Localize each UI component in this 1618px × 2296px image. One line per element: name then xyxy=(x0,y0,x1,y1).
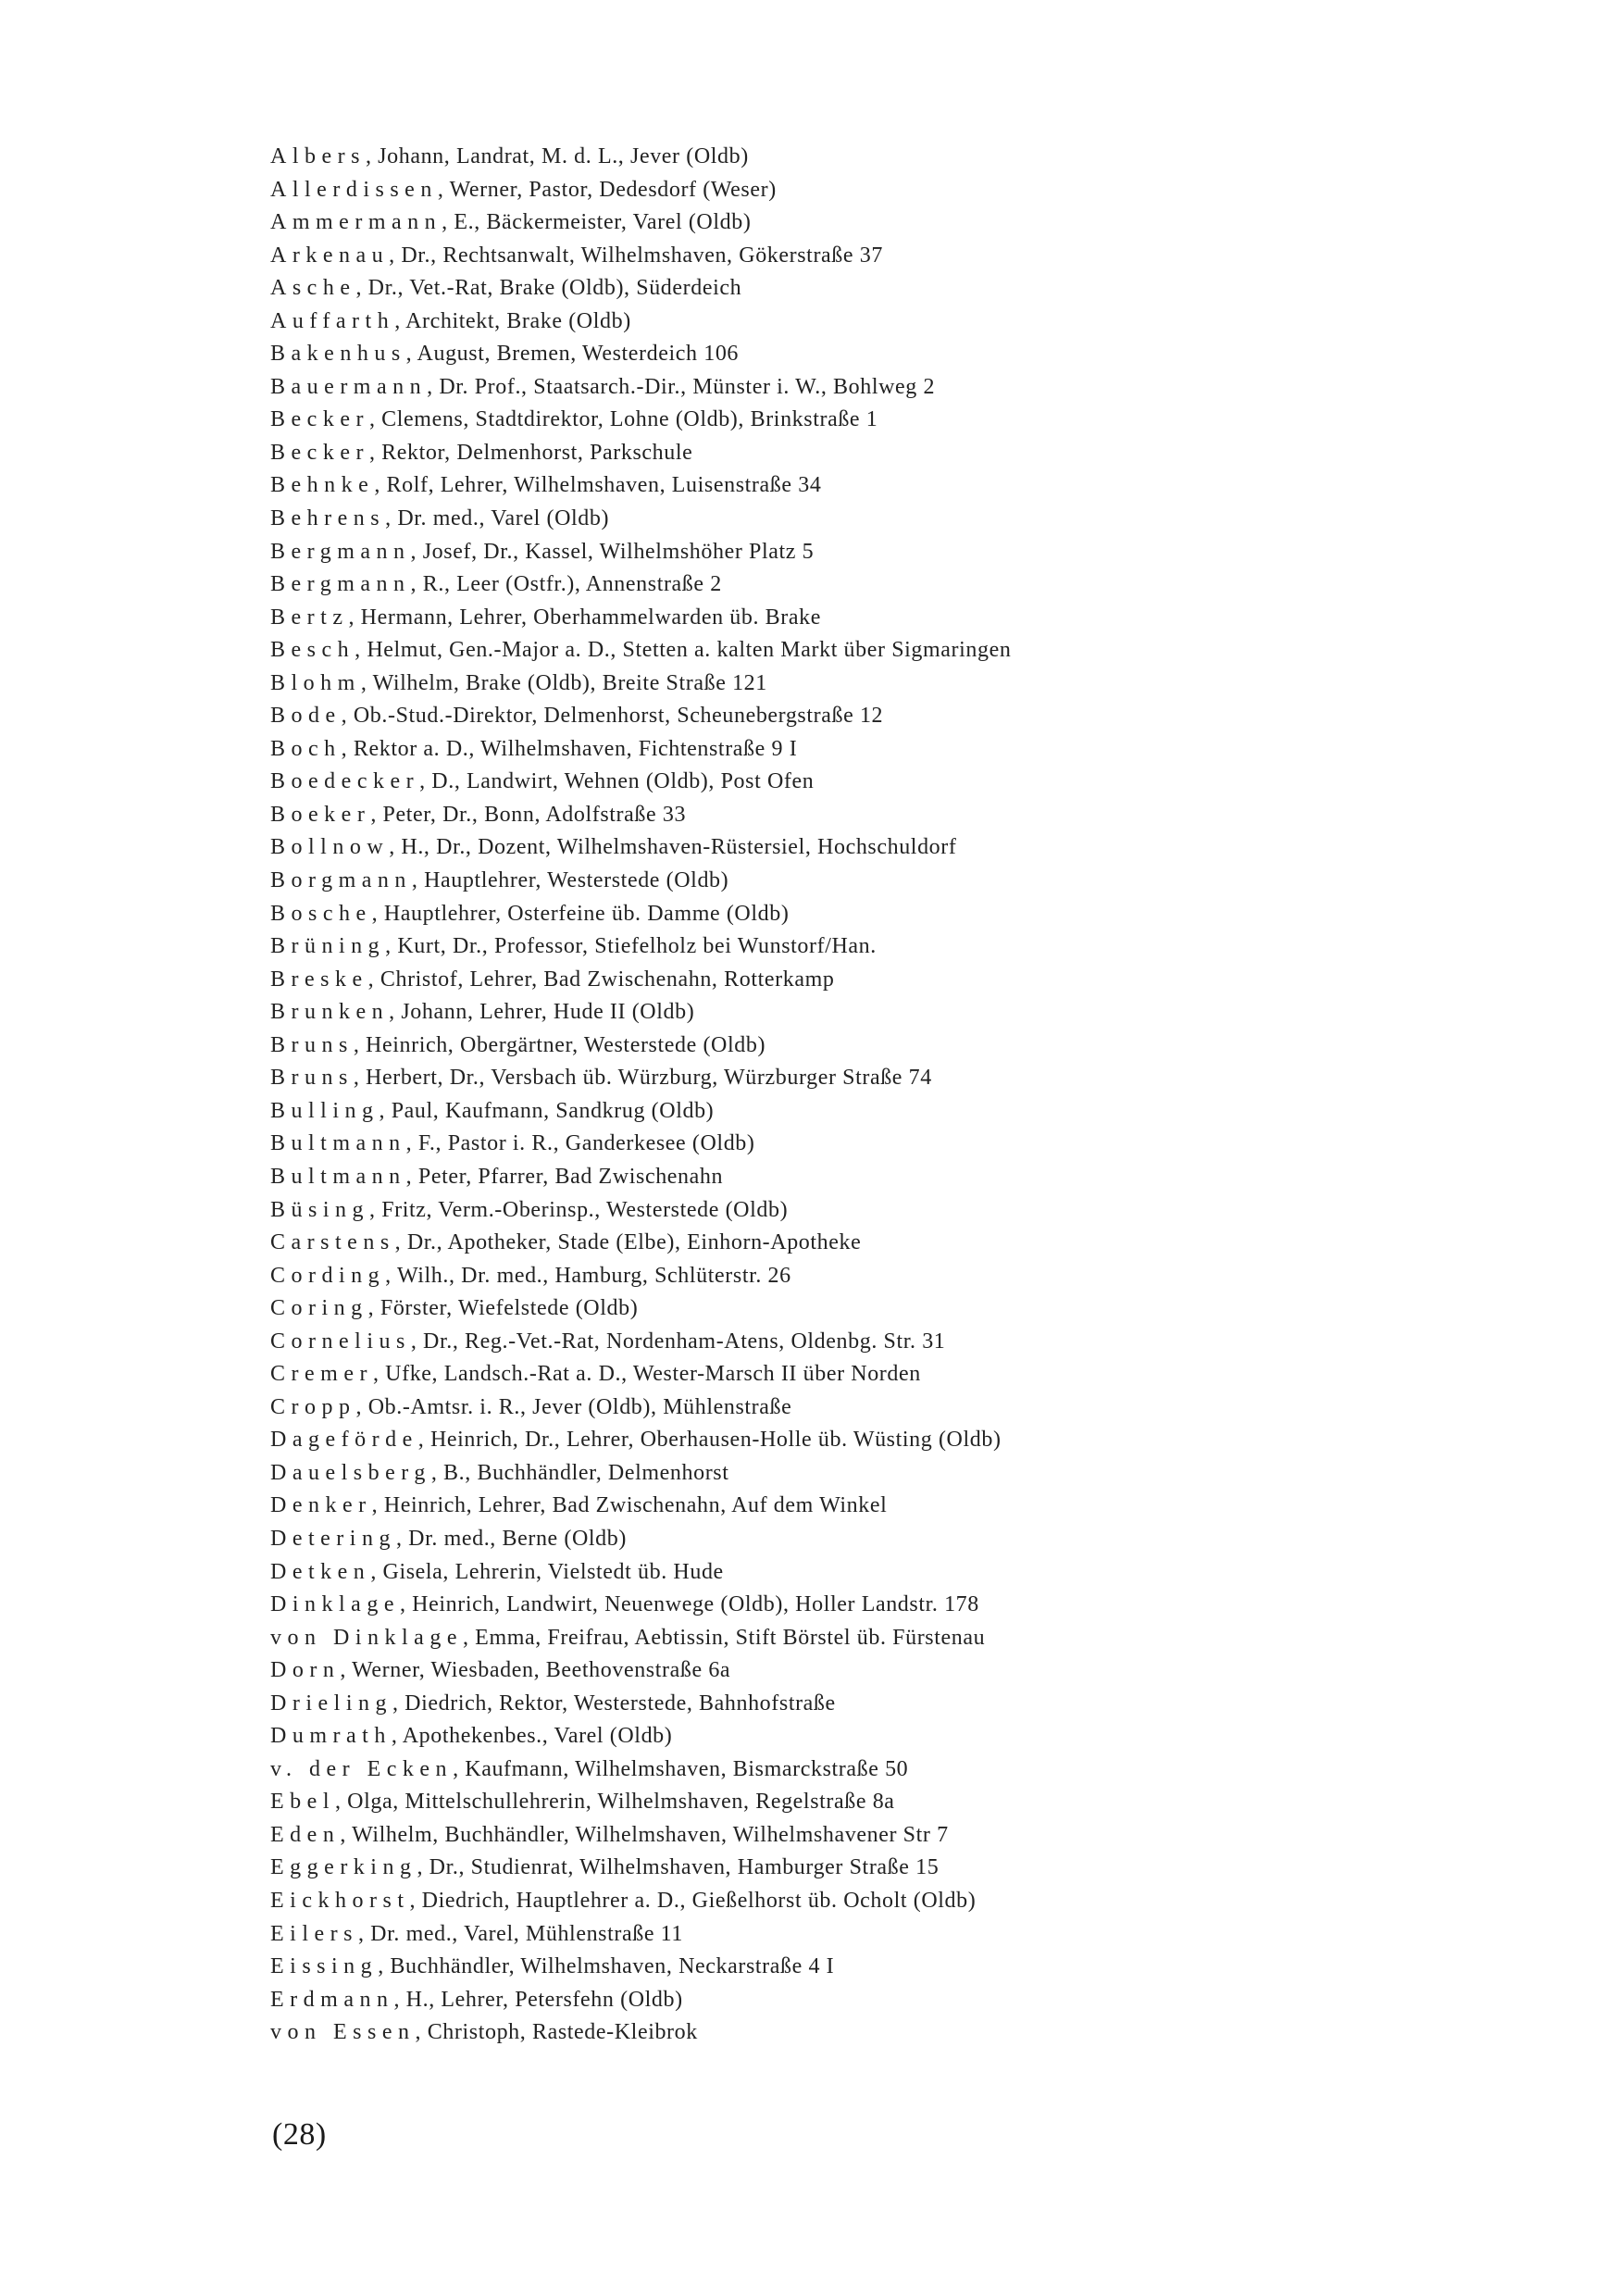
list-item xyxy=(270,1292,1585,1326)
entry-name: Eissing xyxy=(270,1954,379,1979)
entry-name: Bultmann xyxy=(270,1131,406,1156)
entry-name: Asche xyxy=(270,276,356,301)
entry-name: Bertz xyxy=(270,605,349,630)
entry-name: Cremer xyxy=(270,1362,373,1387)
entry-details: , H., Lehrer, Petersfehn (Oldb) xyxy=(393,1987,683,2012)
entry-name: Becker xyxy=(270,407,369,432)
entry-details: , Paul, Kaufmann, Sandkrug (Oldb) xyxy=(379,1098,715,1123)
entry-name: v. der Ecken xyxy=(270,1756,454,1781)
entry-name: Bakenhus xyxy=(270,342,406,367)
entry-name: Boeker xyxy=(270,802,371,827)
entry-name: Carstens xyxy=(270,1230,395,1255)
entry-details: , Peter, Pfarrer, Bad Zwischenahn xyxy=(405,1164,724,1189)
list-item xyxy=(270,240,1585,273)
entry-details: , Dr. Prof., Staatsarch.-Dir., Münster i. W., Bohlweg 2 xyxy=(427,374,936,399)
list-item xyxy=(270,1885,1585,1918)
list-item xyxy=(270,1556,1585,1590)
entry-name: Bosche xyxy=(270,901,372,926)
entry-name: Allerdissen xyxy=(270,177,438,202)
entry-details: , Dr., Rechtsanwalt, Wilhelmshaven, Gökerstraße 37 xyxy=(389,243,883,268)
entry-name: Dageförde xyxy=(270,1428,418,1453)
list-item xyxy=(270,206,1585,240)
entry-details: , Wilhelm, Buchhändler, Wilhelmshaven, Wilhelmshavener Str 7 xyxy=(340,1822,949,1847)
list-item xyxy=(270,141,1585,174)
list-item xyxy=(270,668,1585,701)
entry-name: Cornelius xyxy=(270,1329,411,1354)
entry-name: Cording xyxy=(270,1263,386,1288)
entry-name: Bollnow xyxy=(270,835,390,860)
entry-name: Bruns xyxy=(270,1032,354,1057)
entry-details: , Kurt, Dr., Professor, Stiefelholz bei Wunstorf/Han. xyxy=(385,934,877,959)
list-item xyxy=(270,1029,1585,1063)
list-item xyxy=(270,1227,1585,1260)
entry-name: Boedecker xyxy=(270,769,420,794)
list-item xyxy=(270,1457,1585,1491)
entry-details: , Helmut, Gen.-Major a. D., Stetten a. kalten Markt über Sigmaringen xyxy=(355,638,1012,663)
list-item xyxy=(270,1095,1585,1129)
entry-name: Bergmann xyxy=(270,539,411,564)
entry-details: , R., Leer (Ostfr.), Annenstraße 2 xyxy=(410,572,722,597)
list-item xyxy=(270,1260,1585,1293)
entry-details: , Hauptlehrer, Osterfeine üb. Damme (Oldb) xyxy=(371,901,790,926)
entry-details: , Werner, Wiesbaden, Beethovenstraße 6a xyxy=(340,1658,731,1683)
entry-details: , D., Landwirt, Wehnen (Oldb), Post Ofen xyxy=(419,769,815,794)
entry-details: , Diedrich, Hauptlehrer a. D., Gießelhorst üb. Ocholt (Oldb) xyxy=(409,1888,977,1913)
entry-details: , Gisela, Lehrerin, Vielstedt üb. Hude xyxy=(370,1559,724,1584)
entry-details: , Dr. med., Berne (Oldb) xyxy=(395,1526,627,1551)
list-item xyxy=(270,1688,1585,1721)
list-item xyxy=(270,568,1585,602)
entry-details: , H., Dr., Dozent, Wilhelmshaven-Rüstersiel, Hochschuldorf xyxy=(389,835,957,860)
entry-name: Ebel xyxy=(270,1790,335,1815)
member-list xyxy=(270,141,1585,2050)
entry-name: Auffarth xyxy=(270,308,395,333)
entry-details: , Wilh., Dr. med., Hamburg, Schlüterstr. 26 xyxy=(385,1263,791,1288)
list-item xyxy=(270,700,1585,733)
list-item xyxy=(270,1523,1585,1556)
entry-name: Bultmann xyxy=(270,1164,406,1189)
page-number: (28) xyxy=(272,2117,327,2152)
entry-name: Bauermann xyxy=(270,374,428,399)
list-item xyxy=(270,536,1585,569)
entry-name: Drieling xyxy=(270,1691,392,1716)
entry-name: Coring xyxy=(270,1296,368,1321)
entry-name: Erdmann xyxy=(270,1987,394,2012)
list-item xyxy=(270,1128,1585,1161)
entry-name: von Dinklage xyxy=(270,1625,463,1650)
entry-details: , Ob.-Stud.-Direktor, Delmenhorst, Scheunebergstraße 12 xyxy=(341,704,884,729)
entry-details: , Herbert, Dr., Versbach üb. Würzburg, Würzburger Straße 74 xyxy=(353,1066,932,1091)
list-item xyxy=(270,1918,1585,1952)
list-item xyxy=(270,338,1585,371)
entry-name: Dinklage xyxy=(270,1592,400,1617)
entry-details: , Olga, Mittelschullehrerin, Wilhelmshaven, Regelstraße 8a xyxy=(334,1790,895,1815)
entry-name: Brunken xyxy=(270,1000,390,1025)
entry-details: , Rektor, Delmenhorst, Parkschule xyxy=(368,440,693,465)
entry-name: Dumrath xyxy=(270,1724,392,1749)
entry-name: Cropp xyxy=(270,1394,356,1419)
list-item xyxy=(270,1654,1585,1688)
entry-name: Borgmann xyxy=(270,868,412,893)
list-item xyxy=(270,634,1585,668)
list-item xyxy=(270,1424,1585,1457)
entry-name: Eilers xyxy=(270,1921,358,1946)
entry-name: Detken xyxy=(270,1559,371,1584)
list-item xyxy=(270,503,1585,536)
entry-name: Bulling xyxy=(270,1098,380,1123)
list-item xyxy=(270,2016,1585,2050)
entry-details: , Christoph, Rastede-Kleibrok xyxy=(415,2020,698,2045)
entry-details: , Förster, Wiefelstede (Oldb) xyxy=(367,1296,639,1321)
entry-name: Bergmann xyxy=(270,572,411,597)
entry-details: , Fritz, Verm.-Oberinsp., Westerstede (Oldb) xyxy=(369,1197,789,1222)
list-item xyxy=(270,1062,1585,1095)
entry-name: Büsing xyxy=(270,1197,370,1222)
list-item xyxy=(270,1194,1585,1228)
list-item xyxy=(270,1786,1585,1819)
entry-details: , Dr. med., Varel, Mühlenstraße 11 xyxy=(357,1921,683,1946)
list-item xyxy=(270,1589,1585,1622)
entry-name: Eggerking xyxy=(270,1855,417,1880)
entry-name: Behrens xyxy=(270,506,386,531)
entry-details: , Heinrich, Obergärtner, Westerstede (Oldb) xyxy=(353,1032,766,1057)
list-item xyxy=(270,306,1585,339)
entry-name: Besch xyxy=(270,638,355,663)
entry-name: Arkenau xyxy=(270,243,390,268)
entry-name: Becker xyxy=(270,440,369,465)
entry-details: , Heinrich, Dr., Lehrer, Oberhausen-Holle üb. Wüsting (Oldb) xyxy=(417,1428,1002,1453)
entry-details: , Ob.-Amtsr. i. R., Jever (Oldb), Mühlenstraße xyxy=(355,1394,792,1419)
list-item xyxy=(270,898,1585,931)
entry-details: , Buchhändler, Wilhelmshaven, Neckarstraße 4 I xyxy=(378,1954,835,1979)
entry-details: , Josef, Dr., Kassel, Wilhelmshöher Platz 5 xyxy=(410,539,815,564)
list-item xyxy=(270,1622,1585,1655)
entry-details: , Ufke, Landsch.-Rat a. D., Wester-Marsch II über Norden xyxy=(372,1362,921,1387)
entry-details: , F., Pastor i. R., Ganderkesee (Oldb) xyxy=(405,1131,755,1156)
entry-name: Ammermann xyxy=(270,210,442,235)
entry-details: , Rektor a. D., Wilhelmshaven, Fichtenstraße 9 I xyxy=(341,736,798,761)
entry-name: Brüning xyxy=(270,934,386,959)
list-item xyxy=(270,831,1585,865)
entry-details: , Wilhelm, Brake (Oldb), Breite Straße 121 xyxy=(360,670,767,695)
entry-details: , Heinrich, Landwirt, Neuenwege (Oldb), Holler Landstr. 178 xyxy=(399,1592,979,1617)
entry-name: Dorn xyxy=(270,1658,341,1683)
entry-details: , Heinrich, Lehrer, Bad Zwischenahn, Auf dem Winkel xyxy=(371,1493,888,1518)
entry-name: Bruns xyxy=(270,1066,354,1091)
entry-name: Bode xyxy=(270,704,342,729)
entry-details: , Christof, Lehrer, Bad Zwischenahn, Rotterkamp xyxy=(367,967,835,992)
entry-details: , Kaufmann, Wilhelmshaven, Bismarckstraße 50 xyxy=(453,1756,909,1781)
list-item xyxy=(270,964,1585,997)
list-item xyxy=(270,865,1585,898)
entry-name: Blohm xyxy=(270,670,361,695)
entry-details: , Clemens, Stadtdirektor, Lohne (Oldb), Brinkstraße 1 xyxy=(368,407,878,432)
list-item xyxy=(270,1391,1585,1425)
entry-details: , Johann, Landrat, M. d. L., Jever (Oldb) xyxy=(365,144,749,168)
list-item xyxy=(270,174,1585,207)
list-item xyxy=(270,404,1585,437)
list-item xyxy=(270,1753,1585,1787)
entry-name: Denker xyxy=(270,1493,372,1518)
entry-name: Behnke xyxy=(270,473,375,498)
entry-details: , Peter, Dr., Bonn, Adolfstraße 33 xyxy=(370,802,687,827)
entry-details: , Architekt, Brake (Oldb) xyxy=(394,308,631,333)
list-item xyxy=(270,1326,1585,1359)
list-item xyxy=(270,1720,1585,1753)
list-item xyxy=(270,1358,1585,1391)
entry-details: , Dr., Apotheker, Stade (Elbe), Einhorn-Apotheke xyxy=(394,1230,862,1255)
entry-details: , Dr., Reg.-Vet.-Rat, Nordenham-Atens, Oldenbg. Str. 31 xyxy=(410,1329,946,1354)
list-item xyxy=(270,1819,1585,1853)
list-item xyxy=(270,996,1585,1029)
list-item xyxy=(270,602,1585,635)
list-item xyxy=(270,733,1585,767)
entry-details: , Hermann, Lehrer, Oberhammelwarden üb. Brake xyxy=(348,605,821,630)
entry-name: Breske xyxy=(270,967,368,992)
list-item xyxy=(270,1490,1585,1523)
entry-name: Boch xyxy=(270,736,342,761)
list-item xyxy=(270,1161,1585,1194)
entry-details: , Dr., Vet.-Rat, Brake (Oldb), Süderdeich xyxy=(355,276,742,301)
entry-name: Detering xyxy=(270,1526,396,1551)
list-item xyxy=(270,371,1585,405)
list-item xyxy=(270,1984,1585,2017)
entry-details: , Apothekenbes., Varel (Oldb) xyxy=(391,1724,673,1749)
list-item xyxy=(270,272,1585,306)
list-item xyxy=(270,930,1585,964)
entry-details: , Dr., Studienrat, Wilhelmshaven, Hamburger Straße 15 xyxy=(417,1855,940,1880)
list-item xyxy=(270,766,1585,799)
list-item xyxy=(270,437,1585,470)
entry-name: Dauelsberg xyxy=(270,1460,431,1485)
entry-details: , B., Buchhändler, Delmenhorst xyxy=(430,1460,729,1485)
entry-details: , Diedrich, Rektor, Westerstede, Bahnhofstraße xyxy=(392,1691,836,1716)
entry-details: , Werner, Pastor, Dedesdorf (Weser) xyxy=(437,177,777,202)
entry-details: , Johann, Lehrer, Hude II (Oldb) xyxy=(389,1000,695,1025)
entry-details: , E., Bäckermeister, Varel (Oldb) xyxy=(442,210,752,235)
list-item xyxy=(270,799,1585,832)
entry-name: Eickhorst xyxy=(270,1888,410,1913)
entry-name: Eden xyxy=(270,1822,341,1847)
entry-details: , Hauptlehrer, Westerstede (Oldb) xyxy=(411,868,729,893)
entry-details: , Dr. med., Varel (Oldb) xyxy=(385,506,610,531)
entry-details: , August, Bremen, Westerdeich 106 xyxy=(405,342,740,367)
list-item xyxy=(270,469,1585,503)
list-item xyxy=(270,1852,1585,1885)
entry-details: , Emma, Freifrau, Aebtissin, Stift Börstel üb. Fürstenau xyxy=(462,1625,986,1650)
entry-details: , Rolf, Lehrer, Wilhelmshaven, Luisenstraße 34 xyxy=(374,473,822,498)
entry-name: Albers xyxy=(270,144,366,168)
entry-name: von Essen xyxy=(270,2020,416,2045)
list-item xyxy=(270,1951,1585,1984)
